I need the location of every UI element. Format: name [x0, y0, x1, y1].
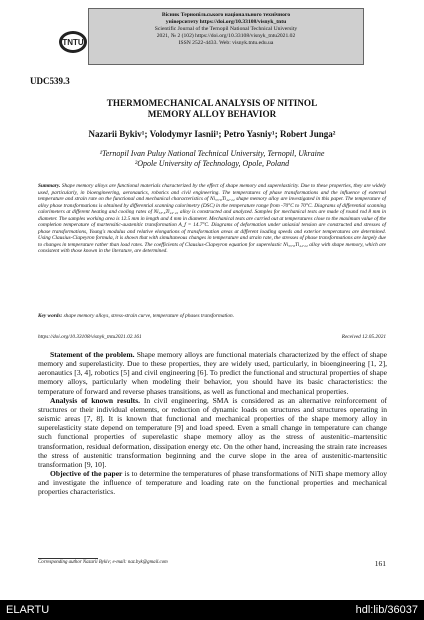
journal-line-5[interactable]: ISSN 2522-4433. Web: visnyk.tntu.edu.ua	[178, 40, 274, 47]
paper-title	[40, 98, 384, 120]
paragraph-label: Objective of the paper	[50, 469, 123, 479]
journal-line-4[interactable]: 2021, № 2 (102) https://doi.org/10.33108/visnyk_tntu2021.02	[156, 33, 296, 40]
authors: Nazarii Bykiv¹; Volodymyr Iasnii¹; Petro Yasniy¹; Robert Junga²	[88, 129, 336, 139]
journal-header	[88, 8, 364, 65]
repository-name: ELARTU	[6, 604, 50, 616]
journal-line-1: Вісник Тернопільського національного технічного	[161, 12, 291, 18]
title-line-2: MEMORY ALLOY BEHAVIOR	[147, 109, 277, 119]
corresponding-author-footnote: Corresponding author Nazarii Bykiv; e-mail: naz.byk@gmail.com	[38, 560, 168, 565]
paragraph-text: In civil engineering, SMA is considered as an alternative reinforcement of structures or their individual elements, or reduction of dynamic loads on structures and structures operating in seismic areas [7, 8]. It is known that functional and mechanical properties of the shape memory alloy in superelasticity state depend on temperature [9] and load speed. Even a small change in temperature can change such functional properties of superelastic shape memory alloy as the stress of austenitic–martensitic transformation, residual deformation, dissipation energy etc. On the other hand, increasing the strain rate increases the stress of austenitic transformation beginning and the curve slope in the area of austenitic-martensitic transformation [9, 10].	[38, 395, 387, 469]
paragraph-statement	[38, 350, 387, 396]
paragraph-objective	[38, 469, 387, 496]
paragraph-analysis	[38, 396, 387, 469]
university-logo	[58, 30, 88, 54]
page-number: 161	[374, 559, 386, 568]
handle-id[interactable]: hdl:lib/36037	[355, 604, 418, 616]
keywords-label: Key words:	[38, 313, 63, 319]
paragraph-label: Analysis of known results.	[50, 395, 141, 405]
main-text	[38, 350, 387, 497]
paragraph-label: Statement of the problem.	[50, 350, 135, 359]
journal-line-3: Scientific Journal of the Ternopil National Technical University	[154, 26, 298, 33]
affiliations	[20, 149, 404, 169]
affiliation-1: ¹Ternopil Ivan Puluy National Technical University, Ternopil, Ukraine	[99, 149, 325, 158]
abstract-label: Summary.	[38, 183, 61, 189]
paragraph-text: Shape memory alloys are functional materials characterized by the effect of shape memory and superelasticity. Due to these properties, they are widely used, particularly, in bioengineering [1, 2], aeronautics [3, 4], robotics [5] and civil engineering [6]. To predict the functional and structural properties of shape memory alloys, particularly when modeling their behavior, you should have its basic characteristics: the temperature of forward and reverse phases transitions, as well as functional and mechanical properties.	[38, 350, 387, 396]
keywords-text: shape memory alloys, stress-strain curve, temperature of phases transformation.	[63, 313, 235, 319]
abstract	[38, 183, 386, 255]
received-date: Received 12.05.2021	[341, 334, 386, 340]
doi-link[interactable]: https://doi.org/10.33108/visnyk_tntu2021.02.161	[38, 334, 142, 340]
paragraph-text: is to determine the temperatures of phase transformations of NiTi shape memory alloy and investigate the influence of temperature and loading rate on the functional properties and mechanical properties characteristics.	[38, 469, 387, 497]
logo-text: TNTU	[62, 38, 84, 47]
footnote-divider	[38, 558, 98, 559]
affiliation-2: ²Opole University of Technology, Opole, Poland	[134, 159, 290, 168]
journal-line-2[interactable]: університету https://doi.org/10.33108/visnyk_tntu	[165, 19, 287, 26]
repository-bar	[0, 600, 424, 620]
title-line-1: THERMOMECHANICAL ANALYSIS OF NITINOL	[106, 98, 318, 108]
keywords	[38, 313, 386, 320]
udc-code: UDC539.3	[30, 76, 70, 86]
abstract-text: Shape memory alloys are functional materials characterized by the effect of shape memory and superelasticity. Due to these properties, they are widely used, particularly, in bioengineering, aeronautics, robotics and civil engineering. The temperatures of phase transformations and the influence of external temperature and strain rate on the functional and mechanical characteristics of Ni₅₅.₈Ti₄₄.₂₂ shape memory alloy are investigated in this paper. The temperature of alloy phase transformations is obtained by differential scanning calorimetry (DSC) in the temperature range from -70°C to 70°C. Diagrams of differential scanning calorimeters at different heating and cooling rates of Ni₅₅.₈Ti₄₄.₂₂ alloy is constructed and analyzed. Samples for mechanical tests are made of round rod 8 mm in diameter. The samples working area is 12.5 mm in length and 4 mm in diameter. Mechanical tests are carried out at temperatures close to the maximum value of the completion temperature of martensitic-austenitic transformation A_f = 14.7°C. Diagrams of deformation under uniaxial tension are constructed and stresses of phase transformations, Young's modulus and relative elongations of transformation areas at different loading speeds and exterior temperatures are determined. Using Clausius-Clapeyron formula, it is shown that with simultaneous changes in temperature and strain rate, the stresses of phase transformations are largely due to changes in temperature rather than load rates. The coefficients of Clausius-Clapeyron equation for superelastic Ni₅₅.₈Ti₄₄.₂₂ alloy with shape memory, which are consistent with those known in the literature, are determined.	[38, 183, 387, 255]
